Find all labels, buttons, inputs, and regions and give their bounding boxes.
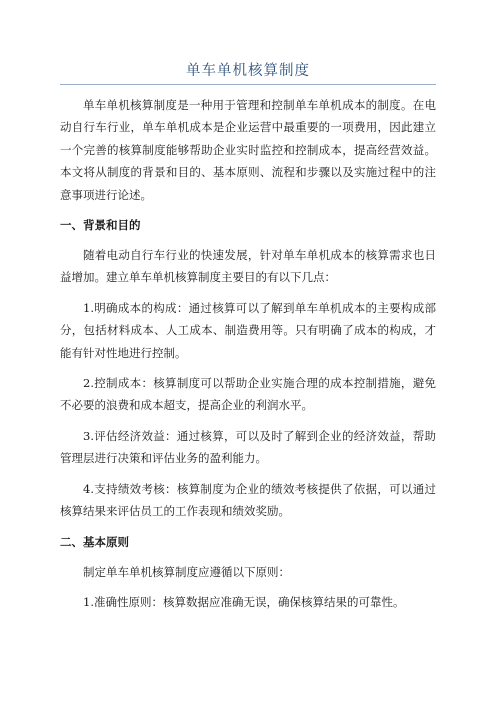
section1-item-1: 1.明确成本的构成：通过核算可以了解到单车单机成本的主要构成部分，包括材料成本、人工成本、制造费用等。只有明确了成本的构成，才能有针对性地进行控制。: [60, 300, 436, 360]
section-heading-principles: 二、基本原则: [60, 534, 129, 549]
section1-lead-paragraph: 随着电动自行车行业的快速发展，针对单车单机成本的核算需求也日益增加。建立单车单机核算制度主要目的有以下几点：: [60, 248, 436, 285]
section1-item-2: 2.控制成本：核算制度可以帮助企业实施合理的成本控制措施，避免不必要的浪费和成本超支，提高企业的利润水平。: [60, 376, 436, 413]
intro-paragraph: 单车单机核算制度是一种用于管理和控制单车单机成本的制度。在电动自行车行业，单车单机成本是企业运营中最重要的一项费用，因此建立一个完善的核算制度能够帮助企业实时监控和控制成本，提高经营效益。本文将从制度的背景和目的、基本原则、流程和步骤以及实施过程中的注意事项进行论述。: [60, 98, 436, 202]
document-title: 单车单机核算制度: [186, 63, 310, 79]
section1-item-4: 4.支持绩效考核：核算制度为企业的绩效考核提供了依据，可以通过核算结果来评估员工的工作表现和绩效奖励。: [60, 481, 436, 519]
section-heading-background: 一、背景和目的: [60, 218, 141, 233]
document-body: [60, 94, 436, 621]
section2-item-1: 1.准确性原则：核算数据应准确无误，确保核算结果的可靠性。: [83, 594, 405, 609]
section1-item-3: 3.评估经济效益：通过核算，可以及时了解到企业的经济效益，帮助管理层进行决策和评估业务的盈利能力。: [60, 428, 436, 466]
title-divider: [60, 84, 436, 85]
section2-lead-paragraph: 制定单车单机核算制度应遵循以下原则：: [83, 564, 290, 579]
